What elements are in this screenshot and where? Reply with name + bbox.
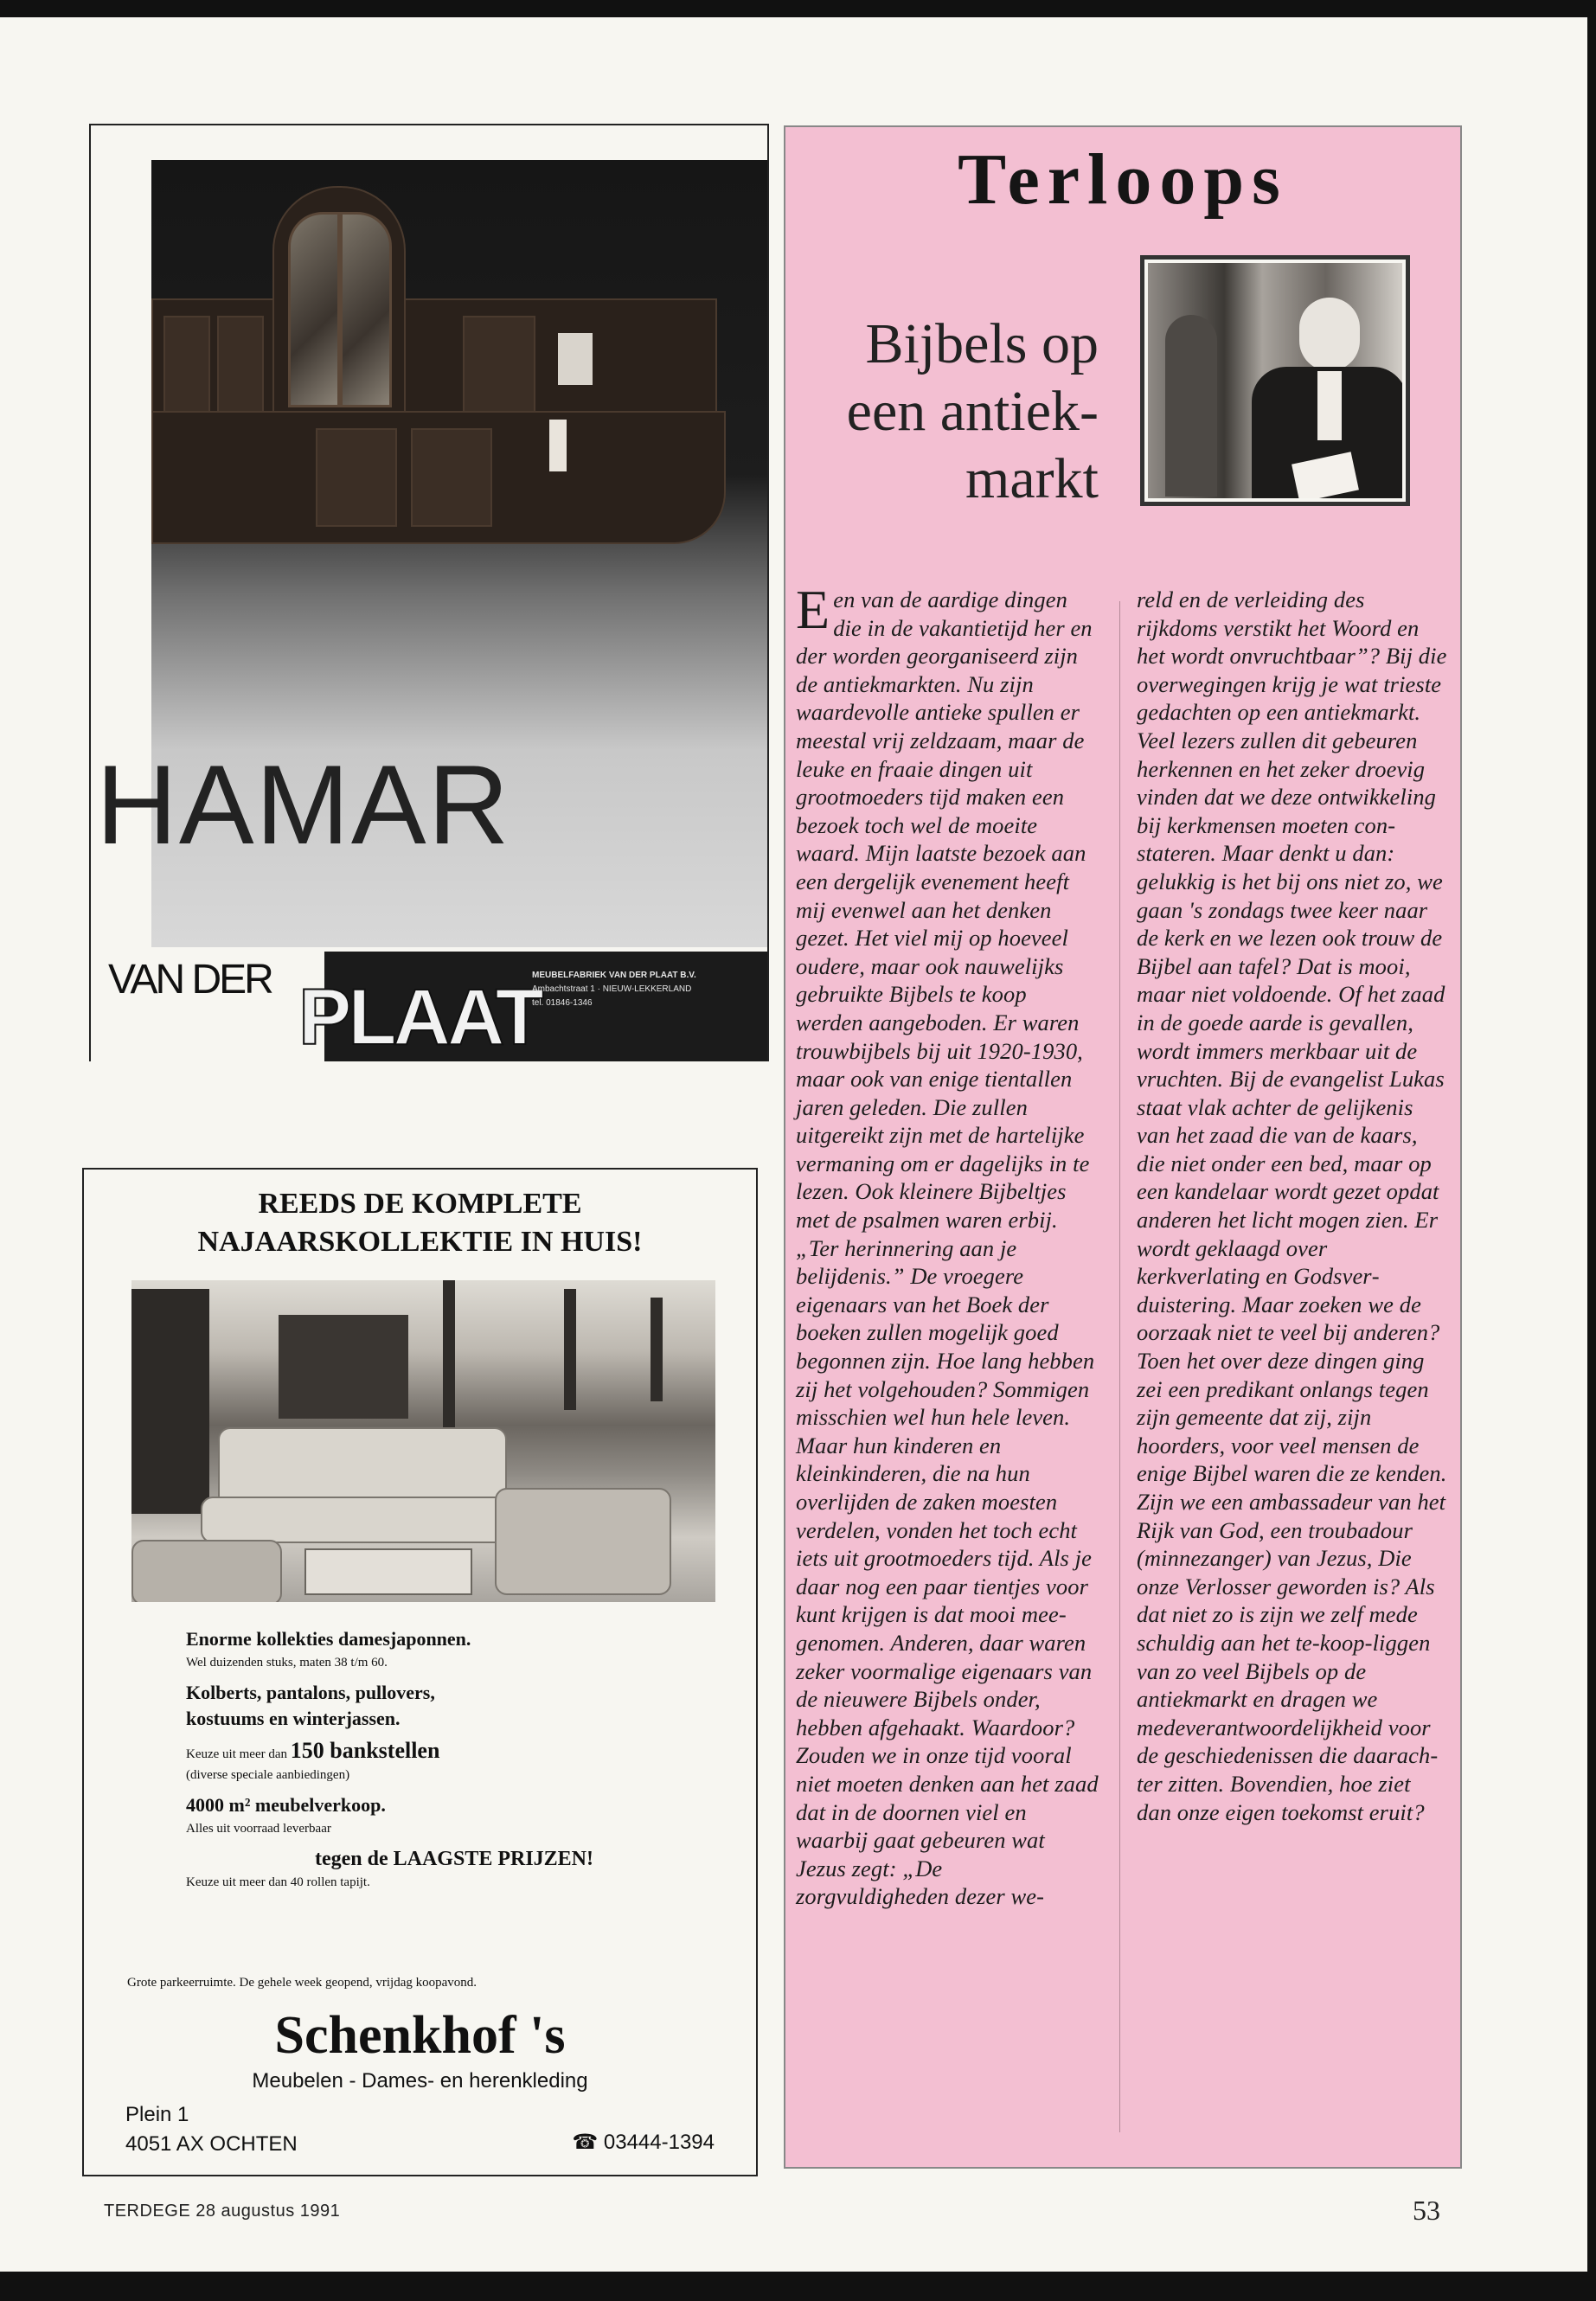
showroom-photo	[131, 1280, 715, 1602]
offer-sofas	[186, 1740, 722, 1765]
store-subtitle: Meubelen - Dames- en herenkleding	[252, 2069, 588, 2093]
offer-sofas-detail: (diverse speciale aanbiedingen)	[186, 1768, 350, 1782]
store-name: Schenkhof 's	[274, 2006, 566, 2065]
portrait-face	[1299, 298, 1360, 371]
store-street: Plein 1	[125, 2103, 189, 2126]
page-number: 53	[1413, 2195, 1440, 2226]
column-rule	[1119, 601, 1120, 2132]
headline-line-3: markt	[965, 447, 1099, 510]
shelf-books	[558, 333, 593, 385]
ad-headline-line-1: REEDS DE KOMPLETE	[258, 1188, 582, 1220]
maker-company: MEUBELFABRIEK VAN DER PLAAT B.V.	[532, 971, 696, 980]
cabinet-drawer	[411, 428, 492, 527]
showroom-cabinet	[131, 1289, 209, 1514]
schenkhof-advertisement	[82, 1168, 758, 2176]
offer-stock: Alles uit voorraad leverbaar	[186, 1822, 331, 1836]
magazine-page	[0, 17, 1587, 2272]
terloops-column	[784, 125, 1462, 2169]
glass-door-left	[288, 212, 340, 407]
shelf-books	[549, 420, 567, 471]
article-column-1	[796, 579, 1099, 1911]
drop-cap: E	[796, 579, 830, 640]
ad-offers	[186, 1626, 722, 1900]
maker-contact	[532, 969, 761, 1010]
offer-sofas-pre: Keuze uit meer dan	[186, 1747, 288, 1761]
offer-dresses-detail: Wel duizenden stuks, maten 38 t/m 60.	[186, 1656, 388, 1670]
headline-line-1: Bijbels op	[865, 312, 1099, 375]
portrait-shirt	[1317, 371, 1342, 440]
offer-floorspace: 4000 m² meubelverkoop.	[186, 1794, 386, 1816]
showroom-cabinet	[279, 1315, 408, 1419]
section-title: Terloops	[958, 139, 1288, 220]
store-phone: ☎ 03444-1394	[572, 2131, 715, 2154]
ad-opening-info: Grote parkeerruimte. De gehele week geopend, vrijdag koopavond.	[127, 1976, 478, 1990]
cabinet-door	[163, 316, 210, 414]
article-paragraph-1	[796, 579, 1099, 1911]
showroom-table	[304, 1548, 472, 1595]
maker-logo: PLAAT	[298, 973, 541, 1061]
publication-line: TERDEGE 28 augustus 1991	[104, 2202, 341, 2221]
article-headline	[820, 311, 1099, 513]
offer-menswear-1: Kolberts, pantalons, pullovers,	[186, 1682, 435, 1703]
article-column-2	[1137, 586, 1448, 1826]
glass-door-right	[340, 212, 392, 407]
author-photo	[1148, 263, 1402, 498]
author-portrait	[1140, 255, 1410, 506]
ad-headline-line-2: NAJAARSKOLLEKTIE IN HUIS!	[197, 1226, 643, 1258]
offer-sofas-count: 150 bankstellen	[290, 1738, 440, 1763]
store-city: 4051 AX OCHTEN	[125, 2132, 298, 2156]
cabinet-door	[463, 316, 535, 414]
cabinet-door	[217, 316, 264, 414]
showroom-pillar	[651, 1298, 663, 1401]
column-1-text: en van de aardige dingen die in de vakantietijd her en der worden georganiseerd zijn de antiekmarkten. Nu zijn waardevolle antieke spullen er meestal vrij zeldzaam, maar de leuke en fraaie dingen uit grootmoeders tijd maken een bezoek toch wel de moeite waard. Mijn laatste bezoek aan een dergelijk evenement heeft mij evenwel aan het denken gezet. Het viel mij op hoeveel oudere, maar ook nauwelijks gebruikte Bijbels te koop werden aangeboden. Er waren trouwbijbels bij uit 1920-1930, maar ook van enige tientallen jaren geleden. Die zullen uitgereikt zijn met de hartelijke vermaning om er dagelijks in te lezen. Ook kleinere Bijbeltjes met de psalmen waren erbij. „Ter herinnering aan je belijdenis.” De vroegere eigenaars van het Boek der boeken zullen mogelijk goed begonnen zijn. Hoe lang hebben zij het volgehouden? Sommigen misschien wel hun hele leven. Maar hun kinderen en kleinkinderen, die na hun overlijden de zaken moesten verdelen, vonden het toch echt iets uit grootmoeders tijd. Als je daar nog een paar tientjes voor kunt krijgen is dat mooi meegenomen. Anderen, daar waren zeker voormalige eigenaars van de nieuwere Bijbels onder, hebben afgehaakt. Waardoor? Zouden we in onze tijd vooral niet moeten denken aan het zaad dat in de doornen viel en waarbij gaat gebeuren wat Jezus zegt: „De zorgvuldigheden dezer we-	[796, 586, 1099, 1910]
offer-dresses: Enorme kollekties damesjaponnen.	[186, 1628, 471, 1650]
store-address	[125, 2100, 298, 2159]
showroom-armchair	[131, 1540, 282, 1602]
hamar-advertisement	[89, 124, 769, 1061]
maker-name-top: VAN DER	[108, 957, 272, 1003]
showroom-pillar	[564, 1289, 576, 1410]
column-2-text: reld en de verleiding des rijkdoms verstikt het Woord en het wordt onvruchtbaar”? Bij die overwegingen krijg je wat trieste gedachten op een antiekmarkt. Veel lezers zullen dit gebeuren herkennen en het zeker droevig vinden dat we deze ontwikkeling bij kerkmensen moeten constateren. Maar denkt u dan: gelukkig is het bij ons niet zo, we gaan 's zondags twee keer naar de kerk en we lezen ook trouw de Bijbel aan tafel? Dat is mooi, maar niet voldoende. Of het zaad in de goede aarde is gevallen, wordt immers merkbaar uit de vruchten. Bij de evangelist Lukas staat vlak achter de gelijkenis van het zaad die van de kaars, die niet onder een bed, maar op een kandelaar wordt gezet opdat anderen het licht mogen zien. Er wordt geklaagd over kerkverlating en Godsverduistering. Maar zoeken we de oorzaak niet te veel bij anderen? Toen het over deze dingen ging zei een predikant onlangs tegen zijn gemeente dat zij, zijn hoorders, voor veel mensen de enige Bijbel waren die ze kenden. Zijn we een ambassadeur van het Rijk van God, een troubadour (minnezanger) van Jezus, Die onze Verlosser geworden is? Als dat niet zo is zijn we zelf mede schuldig aan het te-koop-liggen van zo veel Bijbels op de antiekmarkt en dragen we medeverantwoordelijkheid voor de geschiedenissen die daarachter zitten. Bovendien, hoe ziet dan onze eigen toekomst eruit?	[1137, 586, 1447, 1825]
showroom-armchair	[495, 1488, 671, 1595]
headline-line-2: een antiek-	[846, 380, 1099, 443]
hamar-brand-name: HAMAR	[96, 741, 511, 868]
maker-phone: tel. 01846-1346	[532, 998, 593, 1008]
offer-carpet: Keuze uit meer dan 40 rollen tapijt.	[186, 1875, 370, 1889]
ad-headline	[84, 1185, 756, 1261]
portrait-background-person	[1165, 315, 1217, 497]
cabinet-drawer	[316, 428, 397, 527]
offer-prices: tegen de LAAGSTE PRIJZEN!	[314, 1848, 594, 1870]
showroom-pillar	[443, 1280, 455, 1427]
maker-address: Ambachtstraat 1 · NIEUW-LEKKERLAND	[532, 984, 692, 994]
offer-menswear-2: kostuums en winterjassen.	[186, 1708, 401, 1729]
